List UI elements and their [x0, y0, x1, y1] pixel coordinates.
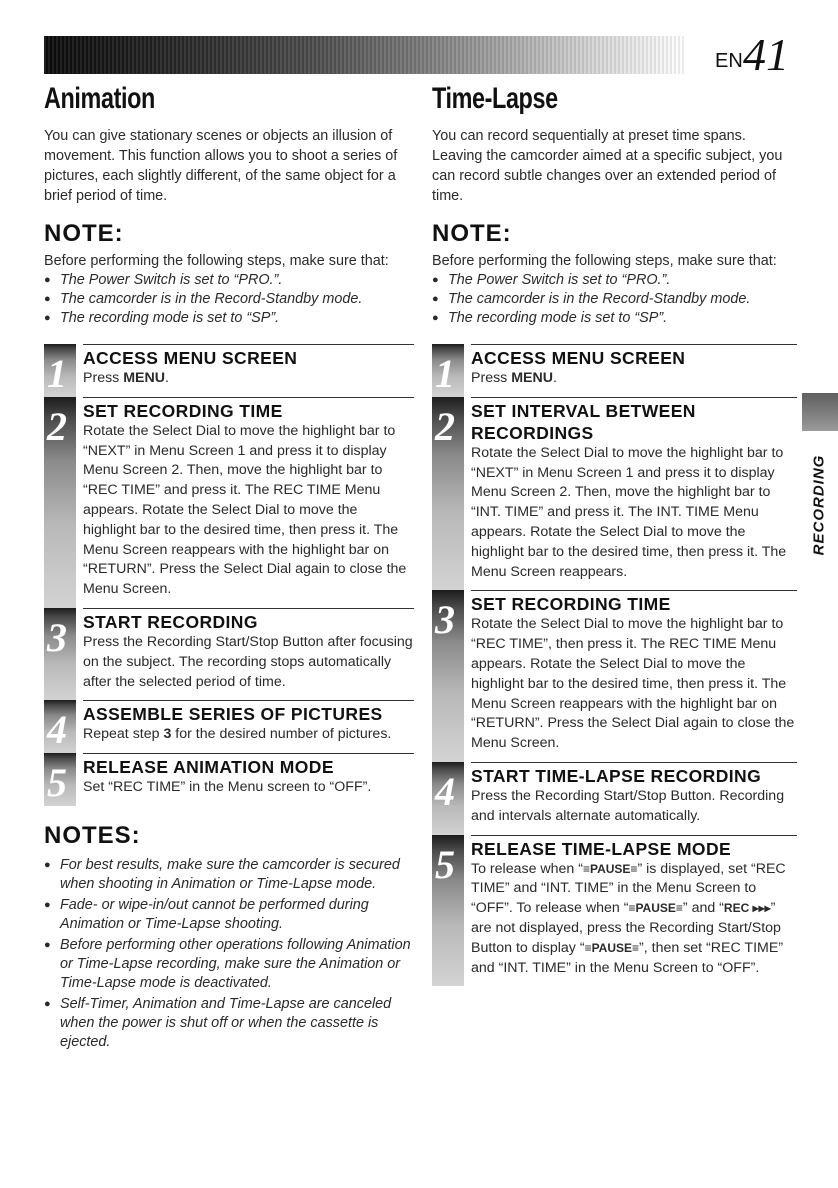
intro-paragraph: You can record sequentially at preset time spans. Leaving the camcorder aimed at a specific subject, you can record subtle changes over an extended period of time.	[432, 128, 783, 204]
step-number: 5	[47, 760, 67, 806]
step-bar	[432, 590, 464, 762]
header-band	[44, 36, 684, 74]
step-text	[83, 725, 414, 745]
pause-indicator: ≡PAUSE≡	[584, 940, 640, 955]
step-title: ACCESS MENU SCREEN	[83, 344, 414, 369]
step-key: MENU	[123, 370, 165, 386]
step-text: Rotate the Select Dial to move the highlight bar to “NEXT” in Menu Screen 1 and press it to display Menu Screen 2. Then, move the highlight bar to “INT. TIME” and press it. The INT. TIME Menu appears. Rotate the Select Dial to move the highlight bar to the desired time, then press it. The Menu Screen reappears.	[471, 444, 787, 580]
step	[432, 344, 797, 396]
pause-indicator: ≡PAUSE≡	[582, 861, 638, 876]
note-heading: NOTE:	[432, 220, 512, 247]
step-number: 4	[47, 707, 67, 753]
note-heading: NOTE:	[44, 220, 124, 247]
step-text-part: ”, then set “REC TIME” and “INT. TIME” in the Menu Screen to “OFF”.	[471, 939, 784, 976]
step-key: MENU	[511, 370, 553, 386]
step-bar	[44, 397, 76, 608]
step-text	[471, 860, 797, 979]
step-title: START RECORDING	[83, 608, 414, 633]
step	[44, 753, 414, 806]
step	[432, 590, 797, 754]
step-bar	[44, 700, 76, 753]
step-title: START TIME-LAPSE RECORDING	[471, 762, 797, 787]
step-number: 2	[435, 403, 455, 449]
page-number-value: 41	[743, 29, 789, 80]
rec-indicator: REC ▸▸▸	[723, 901, 771, 916]
step-text-pre: Press	[83, 370, 124, 386]
step-number: 5	[435, 841, 455, 887]
notes-section	[44, 822, 414, 1052]
step-text-pre: Press	[471, 370, 512, 386]
step-text	[83, 369, 414, 389]
step-text-pre: Repeat step	[83, 726, 164, 743]
note-bullet: ● The recording mode is set to “SP”.	[44, 309, 414, 328]
step-number: 1	[47, 351, 67, 396]
note-text: Before performing the following steps, make sure that:	[44, 253, 389, 269]
step-number: 1	[435, 351, 455, 396]
step	[44, 700, 414, 753]
note-text: Before performing the following steps, make sure that:	[432, 253, 777, 269]
notes-bullet: ● Before performing other operations following Animation or Time-Lapse recording, make sure the Animation or Time-Lapse mode is deactivated.	[44, 936, 414, 993]
step-bar	[432, 762, 464, 835]
notes-bullet: ● Fade- or wipe-in/out cannot be performed during Animation or Time-Lapse shooting.	[44, 896, 414, 934]
step-text-part: ” are not displayed, press the Recording Start/Stop Button to display “	[471, 900, 781, 956]
step-text-post: .	[553, 370, 557, 386]
notes-bullet: ● For best results, make sure the camcorder is secured when shooting in Animation or Time-Lapse mode.	[44, 856, 414, 894]
step-bar	[432, 835, 464, 987]
step-number: 4	[435, 768, 455, 814]
step	[44, 344, 414, 396]
note-bullet: ● The Power Switch is set to “PRO.”.	[432, 271, 797, 290]
notes-heading: NOTES:	[44, 821, 141, 849]
pause-indicator: ≡PAUSE≡	[628, 901, 683, 916]
note-bullet: ● The recording mode is set to “SP”.	[432, 309, 797, 328]
step	[432, 397, 797, 583]
step-text: Rotate the Select Dial to move the highlight bar to “NEXT” in Menu Screen 1 and press it to display Menu Screen 2. Then, move the highlight bar to “REC TIME” and press it. The REC TIME Menu appears. Rotate the Select Dial to move the highlight bar to the desired time, then press it. The Menu Screen reappears with the highlight bar on “RETURN”. Press the Select Dial again to close the Menu Screen.	[83, 422, 407, 598]
step-text: Press the Recording Start/Stop Button. Recording and intervals alternate automatically.	[471, 787, 785, 824]
intro-paragraph: You can give stationary scenes or objects an illusion of movement. This function allows you to shoot a series of pictures, each slightly different, of the same object for a brief period of time.	[44, 128, 398, 204]
section-tab	[802, 393, 838, 431]
step-bar	[44, 753, 76, 806]
step	[44, 397, 414, 600]
step-title: RELEASE ANIMATION MODE	[83, 753, 414, 778]
note-bullet: ● The Power Switch is set to “PRO.”.	[44, 271, 414, 290]
step-key: 3	[163, 726, 172, 743]
header-band-texture	[44, 36, 684, 74]
page-number	[705, 28, 815, 78]
step-text-post: .	[165, 370, 169, 386]
step-text-part: ” is displayed, set “REC TIME” and “INT. TIME” in the Menu Screen to “OFF”. To release when “	[471, 860, 786, 917]
step-text-part: ” and “	[682, 900, 724, 917]
language-code: EN	[715, 50, 743, 72]
animation-column	[44, 82, 414, 1054]
time-lapse-column	[432, 82, 797, 986]
step-text: Set “REC TIME” in the Menu screen to “OFF”.	[83, 779, 372, 796]
section-tab-label	[804, 440, 834, 570]
step-bar	[44, 344, 76, 397]
step-title: SET RECORDING TIME	[471, 590, 797, 615]
step	[432, 835, 797, 979]
step-title: SET INTERVAL BETWEEN RECORDINGS	[471, 397, 797, 444]
step-number: 2	[47, 403, 67, 449]
step	[44, 608, 414, 692]
step-title: ACCESS MENU SCREEN	[471, 344, 797, 369]
section-title: Time-Lapse	[432, 82, 558, 115]
step-title: SET RECORDING TIME	[83, 397, 414, 422]
step-text-post: for the desired number of pictures.	[171, 726, 392, 743]
step-text-part: To release when “	[471, 860, 583, 877]
section-title: Animation	[44, 82, 155, 115]
step	[432, 762, 797, 827]
step-text: Rotate the Select Dial to move the highlight bar to “REC TIME”, then press it. The REC TIME Menu appears. Rotate the Select Dial to move the highlight bar to the desired time, then press it. The Menu Screen reappears with the highlight bar on “RETURN”. Press the Select Dial again to close the Menu Screen.	[471, 616, 795, 752]
section-tab-text: RECORDING	[810, 454, 828, 556]
step-text	[471, 369, 797, 389]
notes-bullet: ● Self-Timer, Animation and Time-Lapse are canceled when the power is shut off or when the cassette is ejected.	[44, 995, 414, 1052]
note-bullet: ● The camcorder is in the Record-Standby mode.	[44, 290, 414, 309]
step-bar	[432, 397, 464, 591]
step-title: ASSEMBLE SERIES OF PICTURES	[83, 700, 414, 725]
step-bar	[432, 344, 464, 397]
step-text: Press the Recording Start/Stop Button after focusing on the subject. The recording stops automatically after the selected period of time.	[83, 633, 413, 690]
step-title: RELEASE TIME-LAPSE MODE	[471, 835, 797, 860]
step-number: 3	[47, 614, 67, 660]
note-bullet: ● The camcorder is in the Record-Standby mode.	[432, 290, 797, 309]
step-number: 3	[435, 597, 455, 643]
step-bar	[44, 608, 76, 700]
